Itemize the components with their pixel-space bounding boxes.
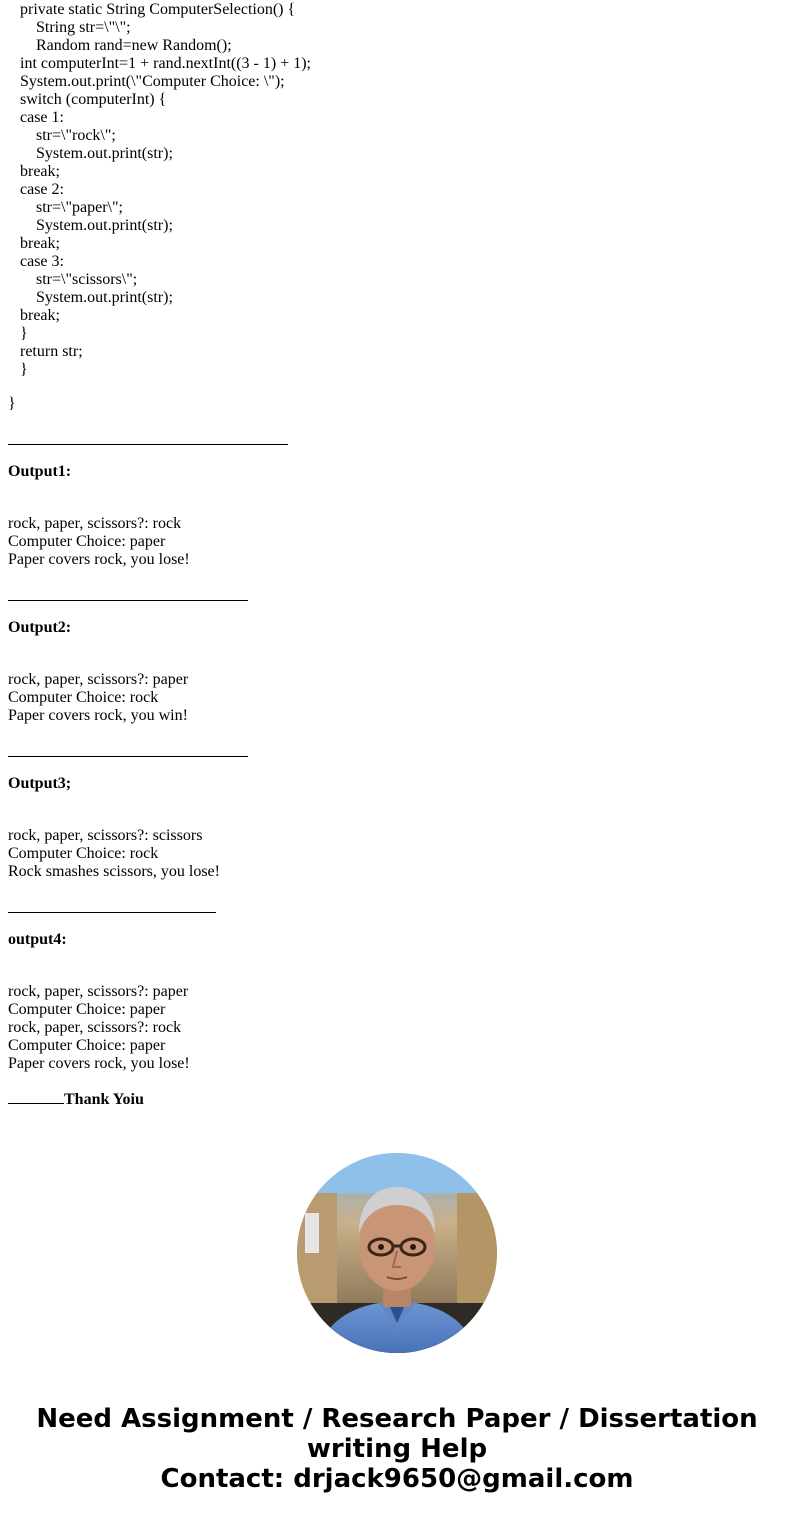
output-line: Paper covers rock, you lose! [8, 1055, 190, 1072]
output-line: Computer Choice: paper [8, 533, 166, 550]
closing-brace: } [8, 395, 16, 412]
code-line: str=\"scissors\"; [8, 271, 138, 288]
code-line: break; [8, 163, 60, 180]
blank-underline [8, 1089, 64, 1104]
author-avatar [297, 1153, 497, 1353]
output-heading: Output3; [8, 775, 72, 792]
output-line: Computer Choice: paper [8, 1037, 166, 1054]
output-line: Computer Choice: rock [8, 689, 159, 706]
code-line: String str=\"\"; [8, 19, 131, 36]
code-line: str=\"paper\"; [8, 199, 123, 216]
code-line: return str; [8, 343, 83, 360]
code-line: } [8, 361, 28, 378]
code-line: Random rand=new Random(); [8, 37, 232, 54]
footer-line-1: Need Assignment / Research Paper / Dissertation [36, 1404, 758, 1434]
output-line: rock, paper, scissors?: rock [8, 515, 182, 532]
code-line: System.out.print(str); [8, 145, 173, 162]
code-line: System.out.print(str); [8, 289, 173, 306]
output-line: Computer Choice: paper [8, 1001, 166, 1018]
thanks-line [8, 1089, 144, 1109]
output-line: Computer Choice: rock [8, 845, 159, 862]
divider [8, 600, 248, 601]
output-heading: Output1: [8, 463, 72, 480]
output-line: Paper covers rock, you win! [8, 707, 188, 724]
output-line: Paper covers rock, you lose! [8, 551, 190, 568]
divider [8, 444, 288, 445]
code-line: break; [8, 235, 60, 252]
portrait-illustration [297, 1153, 497, 1353]
code-line: } [8, 325, 28, 342]
footer-line-2: writing Help [306, 1434, 488, 1464]
code-line: switch (computerInt) { [8, 91, 167, 108]
output-line: rock, paper, scissors?: rock [8, 1019, 182, 1036]
output-line: Rock smashes scissors, you lose! [8, 863, 220, 880]
contact-banner [0, 1404, 794, 1494]
code-line: case 2: [8, 181, 64, 198]
code-line: case 3: [8, 253, 64, 270]
output-line: rock, paper, scissors?: paper [8, 671, 189, 688]
output-heading: Output2: [8, 619, 72, 636]
divider [8, 912, 216, 913]
code-line: int computerInt=1 + rand.nextInt((3 - 1) + 1); [8, 55, 311, 72]
code-line: private static String ComputerSelection() { [8, 1, 296, 18]
divider [8, 756, 248, 757]
code-line: break; [8, 307, 60, 324]
footer-contact-line: Contact: drjack9650@gmail.com [160, 1464, 634, 1494]
code-line: str=\"rock\"; [8, 127, 116, 144]
output-line: rock, paper, scissors?: scissors [8, 827, 203, 844]
output-heading: output4: [8, 931, 67, 948]
output-line: rock, paper, scissors?: paper [8, 983, 189, 1000]
code-line: System.out.print(\"Computer Choice: \"); [8, 73, 285, 90]
code-line: case 1: [8, 109, 64, 126]
code-line: System.out.print(str); [8, 217, 173, 234]
thanks-text: Thank Yoiu [64, 1091, 144, 1108]
